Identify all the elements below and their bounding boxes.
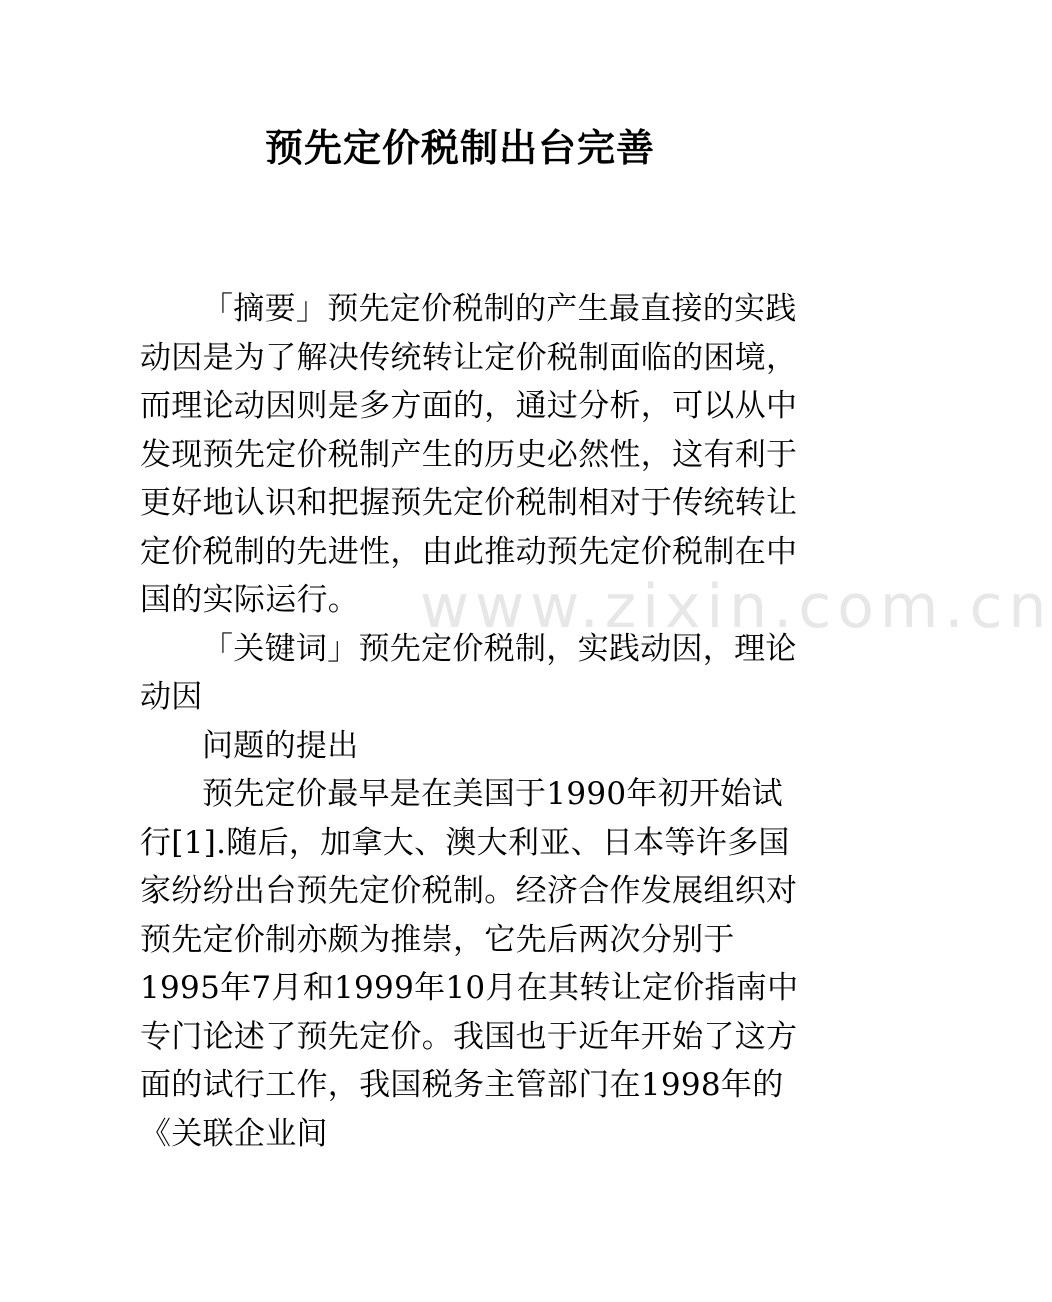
body-paragraph: 预先定价最早是在美国于1990年初开始试行[1].随后，加拿大、澳大利亚、日本等许多国家纷纷出台预先定价税制。经济合作发展组织对预先定价制亦颇为推崇，它先后两次分别于1995年7月和1999年10月在其转让定价指南中专门论述了预先定价。我国也于近年开始了这方面的试行工作，我国税务主管部门在1998年的《关联企业间	[140, 776, 799, 1152]
section-heading: 问题的提出	[202, 727, 359, 764]
abstract-paragraph: 「摘要」预先定价税制的产生最直接的实践动因是为了解决传统转让定价税制面临的困境，而理论动因则是多方面的，通过分析，可以从中发现预先定价税制产生的历史必然性，这有利于更好地认识和把握预先定价税制相对于传统转让定价税制的先进性，由此推动预先定价税制在中国的实际运行。	[140, 291, 798, 618]
document-body	[140, 285, 800, 1158]
keywords-paragraph: 「关键词」预先定价税制，实践动因，理论动因	[140, 630, 797, 715]
watermark: www.zixin.com.cn	[420, 572, 1052, 642]
document-title: 预先定价税制出台完善	[264, 125, 655, 170]
